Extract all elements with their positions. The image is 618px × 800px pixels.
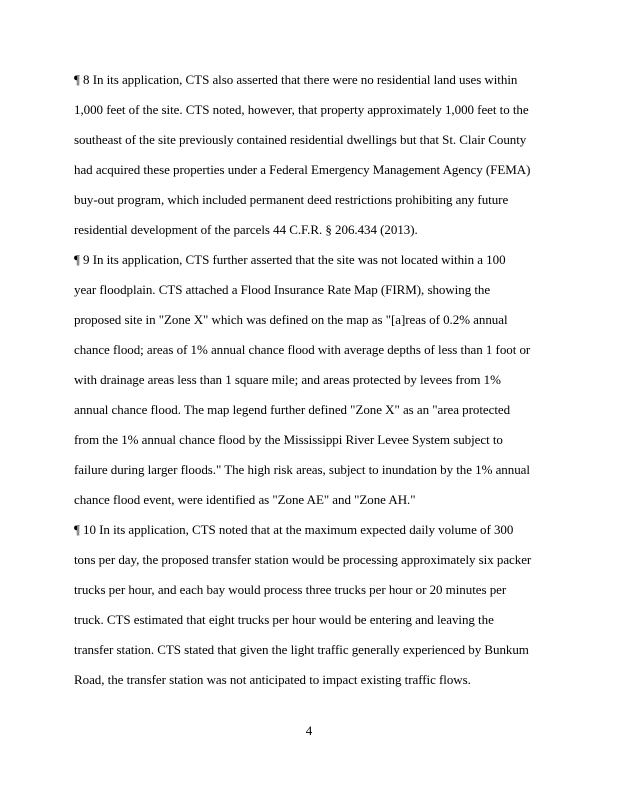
- paragraph-9-line-6: annual chance flood. The map legend further defined "Zone X" as an "area protected: [74, 402, 511, 417]
- paragraph-9-line-2: year floodplain. CTS attached a Flood Insurance Rate Map (FIRM), showing the: [74, 282, 491, 297]
- paragraph-8-line-2: 1,000 feet of the site. CTS noted, however, that property approximately 1,000 feet to the: [74, 102, 529, 117]
- paragraph-8-line-3: southeast of the site previously contained residential dwellings but that St. Clair County: [74, 132, 527, 147]
- paragraph-9-line-5: with drainage areas less than 1 square mile; and areas protected by levees from 1%: [74, 372, 501, 387]
- paragraph-10-line-2: tons per day, the proposed transfer station would be processing approximately six packer: [74, 552, 532, 567]
- paragraph-9-line-9: chance flood event, were identified as "Zone AE" and "Zone AH.": [74, 492, 416, 507]
- paragraph-10-line-6: Road, the transfer station was not anticipated to impact existing traffic flows.: [74, 672, 471, 687]
- paragraph-10-line-3: trucks per hour, and each bay would process three trucks per hour or 20 minutes per: [74, 582, 507, 597]
- paragraph-9-line-7: from the 1% annual chance flood by the Mississippi River Levee System subject to: [74, 432, 503, 447]
- paragraph-9-line-4: chance flood; areas of 1% annual chance flood with average depths of less than 1 foot or: [74, 342, 531, 357]
- paragraph-8-line-5: buy-out program, which included permanent deed restrictions prohibiting any future: [74, 192, 509, 207]
- paragraph-9-line-1: ¶ 9 In its application, CTS further asserted that the site was not located within a 100: [74, 252, 506, 267]
- paragraph-10-line-4: truck. CTS estimated that eight trucks per hour would be entering and leaving the: [74, 612, 494, 627]
- paragraph-8-line-4: had acquired these properties under a Federal Emergency Management Agency (FEMA): [74, 162, 531, 177]
- paragraph-9-line-8: failure during larger floods." The high risk areas, subject to inundation by the 1% annual: [74, 462, 530, 477]
- page-number: 4: [305, 723, 313, 738]
- paragraph-10-line-5: transfer station. CTS stated that given the light traffic generally experienced by Bunkum: [74, 642, 529, 657]
- paragraph-9-line-3: proposed site in "Zone X" which was defined on the map as "[a]reas of 0.2% annual: [74, 312, 508, 327]
- paragraph-8-line-6: residential development of the parcels 44 C.F.R. § 206.434 (2013).: [74, 222, 418, 237]
- paragraph-8-line-1: ¶ 8 In its application, CTS also asserted that there were no residential land uses within: [74, 72, 518, 87]
- paragraph-10-line-1: ¶ 10 In its application, CTS noted that at the maximum expected daily volume of 300: [74, 522, 514, 537]
